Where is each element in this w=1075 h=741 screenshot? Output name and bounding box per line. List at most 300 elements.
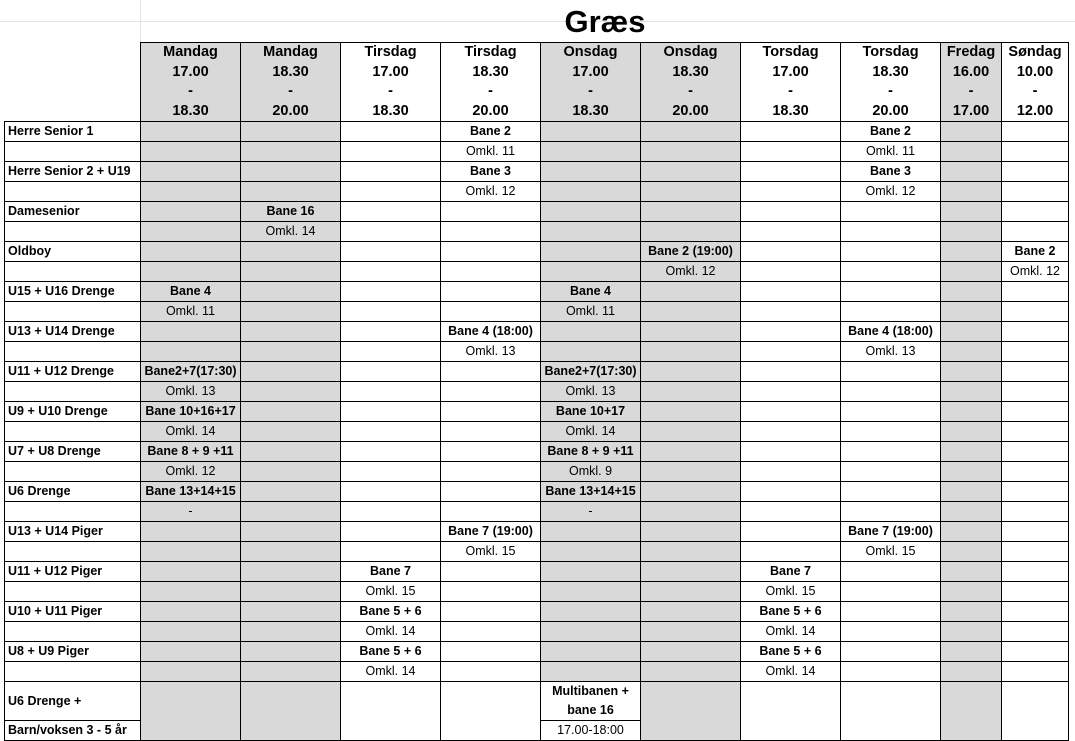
team-name[interactable]: Damesenior — [5, 202, 141, 222]
changing-room-cell[interactable] — [841, 502, 941, 522]
field-cell[interactable] — [341, 482, 441, 502]
field-cell[interactable] — [641, 522, 741, 542]
field-cell[interactable]: Bane 10+17 — [541, 402, 641, 422]
field-cell[interactable] — [141, 122, 241, 142]
changing-room-cell[interactable] — [241, 422, 341, 442]
changing-room-cell[interactable] — [1002, 342, 1069, 362]
team-name-blank[interactable] — [5, 182, 141, 202]
field-cell[interactable] — [841, 642, 941, 662]
field-cell[interactable] — [141, 162, 241, 182]
changing-room-cell[interactable] — [341, 342, 441, 362]
field-cell[interactable] — [841, 602, 941, 622]
changing-room-cell[interactable] — [341, 502, 441, 522]
field-cell[interactable] — [941, 682, 1002, 741]
field-cell[interactable] — [241, 282, 341, 302]
changing-room-cell[interactable] — [1002, 222, 1069, 242]
team-name[interactable]: U9 + U10 Drenge — [5, 402, 141, 422]
field-cell[interactable] — [341, 522, 441, 542]
changing-room-cell[interactable] — [1002, 422, 1069, 442]
changing-room-cell[interactable] — [941, 622, 1002, 642]
field-cell[interactable] — [441, 562, 541, 582]
changing-room-cell[interactable] — [941, 582, 1002, 602]
changing-room-cell[interactable] — [641, 382, 741, 402]
team-name[interactable]: Barn/voksen 3 - 5 år — [5, 721, 141, 741]
changing-room-cell[interactable] — [141, 662, 241, 682]
field-cell[interactable]: Bane 4 (18:00) — [441, 322, 541, 342]
changing-room-cell[interactable] — [541, 662, 641, 682]
changing-room-cell[interactable] — [741, 342, 841, 362]
field-cell[interactable] — [941, 642, 1002, 662]
changing-room-cell[interactable] — [941, 262, 1002, 282]
field-cell[interactable] — [341, 682, 441, 741]
changing-room-cell[interactable] — [241, 262, 341, 282]
field-cell[interactable] — [341, 282, 441, 302]
field-cell[interactable] — [441, 202, 541, 222]
changing-room-cell[interactable] — [341, 142, 441, 162]
field-cell[interactable]: Bane 13+14+15 — [141, 482, 241, 502]
field-cell[interactable] — [641, 162, 741, 182]
field-cell[interactable] — [441, 602, 541, 622]
changing-room-cell[interactable] — [241, 302, 341, 322]
changing-room-cell[interactable] — [941, 502, 1002, 522]
changing-room-cell[interactable] — [641, 622, 741, 642]
field-cell[interactable] — [641, 682, 741, 741]
changing-room-cell[interactable]: Omkl. 14 — [741, 622, 841, 642]
changing-room-cell[interactable] — [941, 142, 1002, 162]
field-cell[interactable]: Bane 5 + 6 — [741, 602, 841, 622]
team-name[interactable]: U15 + U16 Drenge — [5, 282, 141, 302]
changing-room-cell[interactable]: Omkl. 14 — [241, 222, 341, 242]
changing-room-cell[interactable] — [441, 222, 541, 242]
changing-room-cell[interactable] — [441, 262, 541, 282]
field-cell[interactable] — [841, 282, 941, 302]
field-cell[interactable] — [641, 202, 741, 222]
field-cell[interactable]: Bane 4 — [141, 282, 241, 302]
changing-room-cell[interactable]: Omkl. 14 — [341, 662, 441, 682]
field-cell[interactable]: Bane 5 + 6 — [341, 642, 441, 662]
field-cell[interactable]: Bane 3 — [841, 162, 941, 182]
field-cell[interactable]: Bane 3 — [441, 162, 541, 182]
changing-room-cell[interactable]: - — [141, 502, 241, 522]
field-cell[interactable]: Bane 10+16+17 — [141, 402, 241, 422]
field-cell[interactable] — [241, 562, 341, 582]
field-cell[interactable]: Bane 5 + 6 — [741, 642, 841, 662]
field-cell[interactable]: Bane2+7(17:30) — [141, 362, 241, 382]
changing-room-cell[interactable] — [441, 462, 541, 482]
field-cell[interactable] — [441, 482, 541, 502]
field-cell[interactable] — [241, 322, 341, 342]
changing-room-cell[interactable] — [241, 582, 341, 602]
team-name-blank[interactable] — [5, 662, 141, 682]
changing-room-cell[interactable] — [241, 182, 341, 202]
changing-room-cell[interactable] — [541, 622, 641, 642]
field-cell[interactable] — [641, 362, 741, 382]
team-name[interactable]: U8 + U9 Piger — [5, 642, 141, 662]
field-cell[interactable] — [841, 202, 941, 222]
changing-room-cell[interactable] — [441, 622, 541, 642]
field-cell[interactable] — [641, 282, 741, 302]
field-cell[interactable]: Bane 8 + 9 +11 — [141, 442, 241, 462]
changing-room-cell[interactable]: Omkl. 14 — [141, 422, 241, 442]
field-cell[interactable] — [841, 362, 941, 382]
team-name[interactable]: Oldboy — [5, 242, 141, 262]
field-cell[interactable] — [1002, 522, 1069, 542]
changing-room-cell[interactable] — [241, 622, 341, 642]
field-cell[interactable] — [441, 442, 541, 462]
changing-room-cell[interactable] — [141, 262, 241, 282]
changing-room-cell[interactable] — [541, 262, 641, 282]
changing-room-cell[interactable] — [641, 302, 741, 322]
field-cell[interactable] — [841, 682, 941, 741]
team-name[interactable]: U6 Drenge — [5, 482, 141, 502]
changing-room-cell[interactable] — [141, 182, 241, 202]
changing-room-cell[interactable] — [741, 422, 841, 442]
field-cell[interactable] — [141, 202, 241, 222]
field-cell[interactable] — [741, 522, 841, 542]
changing-room-cell[interactable] — [141, 342, 241, 362]
changing-room-cell[interactable] — [1002, 622, 1069, 642]
changing-room-cell[interactable] — [441, 422, 541, 442]
changing-room-cell[interactable] — [441, 382, 541, 402]
changing-room-cell[interactable] — [441, 302, 541, 322]
changing-room-cell[interactable] — [141, 582, 241, 602]
team-name-blank[interactable] — [5, 302, 141, 322]
changing-room-cell[interactable] — [1002, 302, 1069, 322]
changing-room-cell[interactable] — [441, 502, 541, 522]
changing-room-cell[interactable] — [841, 622, 941, 642]
field-cell[interactable] — [1002, 402, 1069, 422]
field-cell[interactable] — [1002, 682, 1069, 741]
field-cell[interactable] — [441, 242, 541, 262]
changing-room-cell[interactable] — [1002, 582, 1069, 602]
field-cell[interactable] — [941, 442, 1002, 462]
field-cell[interactable] — [341, 442, 441, 462]
changing-room-cell[interactable] — [741, 302, 841, 322]
field-cell[interactable] — [541, 602, 641, 622]
field-cell[interactable] — [241, 602, 341, 622]
field-cell[interactable]: Bane 7 (19:00) — [441, 522, 541, 542]
changing-room-cell[interactable]: Omkl. 12 — [441, 182, 541, 202]
changing-room-cell[interactable] — [1002, 462, 1069, 482]
changing-room-cell[interactable] — [141, 222, 241, 242]
changing-room-cell[interactable] — [341, 222, 441, 242]
field-cell[interactable] — [241, 362, 341, 382]
changing-room-cell[interactable]: Omkl. 11 — [541, 302, 641, 322]
changing-room-cell[interactable] — [141, 542, 241, 562]
field-cell[interactable] — [1002, 482, 1069, 502]
field-cell[interactable] — [941, 282, 1002, 302]
field-cell[interactable] — [941, 202, 1002, 222]
changing-room-cell[interactable] — [941, 222, 1002, 242]
field-cell[interactable] — [741, 122, 841, 142]
field-cell[interactable] — [541, 642, 641, 662]
changing-room-cell[interactable] — [841, 662, 941, 682]
field-cell[interactable] — [741, 362, 841, 382]
changing-room-cell[interactable] — [641, 182, 741, 202]
field-cell[interactable] — [1002, 442, 1069, 462]
field-cell[interactable] — [1002, 602, 1069, 622]
team-name-blank[interactable] — [5, 462, 141, 482]
field-cell[interactable]: Bane 7 (19:00) — [841, 522, 941, 542]
team-name[interactable]: U13 + U14 Drenge — [5, 322, 141, 342]
field-cell[interactable] — [441, 362, 541, 382]
field-cell[interactable] — [741, 322, 841, 342]
changing-room-cell[interactable] — [841, 262, 941, 282]
multi-field-cell[interactable] — [541, 682, 641, 721]
changing-room-cell[interactable] — [1002, 662, 1069, 682]
changing-room-cell[interactable] — [641, 342, 741, 362]
field-cell[interactable] — [941, 482, 1002, 502]
changing-room-cell[interactable] — [341, 422, 441, 442]
changing-room-cell[interactable] — [541, 142, 641, 162]
field-cell[interactable] — [941, 522, 1002, 542]
changing-room-cell[interactable]: Omkl. 14 — [341, 622, 441, 642]
changing-room-cell[interactable] — [1002, 182, 1069, 202]
field-cell[interactable] — [141, 602, 241, 622]
field-cell[interactable] — [541, 322, 641, 342]
field-cell[interactable] — [1002, 562, 1069, 582]
changing-room-cell[interactable]: Omkl. 14 — [741, 662, 841, 682]
changing-room-cell[interactable] — [941, 302, 1002, 322]
field-cell[interactable] — [641, 442, 741, 462]
changing-room-cell[interactable] — [541, 182, 641, 202]
field-cell[interactable] — [641, 562, 741, 582]
changing-room-cell[interactable] — [741, 462, 841, 482]
field-cell[interactable] — [941, 322, 1002, 342]
changing-room-cell[interactable] — [941, 462, 1002, 482]
changing-room-cell[interactable] — [341, 182, 441, 202]
changing-room-cell[interactable]: Omkl. 13 — [841, 342, 941, 362]
changing-room-cell[interactable] — [941, 182, 1002, 202]
changing-room-cell[interactable] — [541, 342, 641, 362]
field-cell[interactable] — [341, 162, 441, 182]
field-cell[interactable] — [841, 482, 941, 502]
field-cell[interactable] — [841, 442, 941, 462]
changing-room-cell[interactable]: Omkl. 14 — [541, 422, 641, 442]
changing-room-cell[interactable]: Omkl. 12 — [141, 462, 241, 482]
field-cell[interactable] — [741, 282, 841, 302]
changing-room-cell[interactable]: Omkl. 12 — [841, 182, 941, 202]
field-cell[interactable] — [541, 242, 641, 262]
changing-room-cell[interactable] — [641, 582, 741, 602]
team-name[interactable]: U11 + U12 Drenge — [5, 362, 141, 382]
field-cell[interactable] — [541, 202, 641, 222]
field-cell[interactable]: Bane 2 — [1002, 242, 1069, 262]
changing-room-cell[interactable] — [541, 582, 641, 602]
field-cell[interactable] — [341, 202, 441, 222]
field-cell[interactable]: Bane 5 + 6 — [341, 602, 441, 622]
changing-room-cell[interactable] — [941, 542, 1002, 562]
field-cell[interactable] — [741, 202, 841, 222]
changing-room-cell[interactable]: Omkl. 15 — [341, 582, 441, 602]
field-cell[interactable] — [341, 402, 441, 422]
field-cell[interactable] — [1002, 322, 1069, 342]
changing-room-cell[interactable] — [641, 462, 741, 482]
changing-room-cell[interactable] — [241, 542, 341, 562]
changing-room-cell[interactable] — [241, 342, 341, 362]
field-cell[interactable]: Bane 13+14+15 — [541, 482, 641, 502]
field-cell[interactable]: Bane 16 — [241, 202, 341, 222]
changing-room-cell[interactable] — [441, 662, 541, 682]
field-cell[interactable] — [541, 122, 641, 142]
field-cell[interactable] — [341, 242, 441, 262]
field-cell[interactable] — [641, 322, 741, 342]
field-cell[interactable] — [141, 322, 241, 342]
field-cell[interactable] — [1002, 122, 1069, 142]
field-cell[interactable] — [141, 642, 241, 662]
field-cell[interactable] — [341, 322, 441, 342]
field-cell[interactable] — [541, 562, 641, 582]
field-cell[interactable] — [641, 402, 741, 422]
field-cell[interactable] — [741, 162, 841, 182]
field-cell[interactable] — [741, 482, 841, 502]
changing-room-cell[interactable] — [1002, 542, 1069, 562]
changing-room-cell[interactable] — [841, 582, 941, 602]
changing-room-cell[interactable] — [841, 462, 941, 482]
field-cell[interactable] — [941, 402, 1002, 422]
changing-room-cell[interactable] — [241, 382, 341, 402]
field-cell[interactable] — [641, 482, 741, 502]
field-cell[interactable] — [441, 282, 541, 302]
field-cell[interactable] — [441, 402, 541, 422]
team-name[interactable]: Herre Senior 2 + U19 — [5, 162, 141, 182]
field-cell[interactable] — [1002, 202, 1069, 222]
field-cell[interactable] — [241, 402, 341, 422]
changing-room-cell[interactable] — [341, 262, 441, 282]
changing-room-cell[interactable] — [741, 222, 841, 242]
field-cell[interactable] — [941, 242, 1002, 262]
changing-room-cell[interactable] — [341, 302, 441, 322]
field-cell[interactable] — [641, 122, 741, 142]
team-name-blank[interactable] — [5, 382, 141, 402]
changing-room-cell[interactable]: Omkl. 13 — [141, 382, 241, 402]
field-cell[interactable] — [241, 122, 341, 142]
changing-room-cell[interactable] — [741, 142, 841, 162]
changing-room-cell[interactable] — [741, 262, 841, 282]
field-cell[interactable] — [141, 242, 241, 262]
changing-room-cell[interactable]: Omkl. 15 — [441, 542, 541, 562]
changing-room-cell[interactable] — [541, 222, 641, 242]
changing-room-cell[interactable]: Omkl. 12 — [641, 262, 741, 282]
team-name-blank[interactable] — [5, 422, 141, 442]
field-cell[interactable]: Bane 2 — [441, 122, 541, 142]
changing-room-cell[interactable] — [641, 542, 741, 562]
field-cell[interactable]: Bane 7 — [341, 562, 441, 582]
field-cell[interactable] — [1002, 282, 1069, 302]
changing-room-cell[interactable] — [641, 502, 741, 522]
team-name[interactable]: U10 + U11 Piger — [5, 602, 141, 622]
field-cell[interactable]: Bane 7 — [741, 562, 841, 582]
team-name[interactable]: Herre Senior 1 — [5, 122, 141, 142]
changing-room-cell[interactable] — [241, 662, 341, 682]
changing-room-cell[interactable]: Omkl. 9 — [541, 462, 641, 482]
field-cell[interactable] — [241, 682, 341, 741]
field-cell[interactable] — [441, 642, 541, 662]
changing-room-cell[interactable]: - — [541, 502, 641, 522]
field-cell[interactable] — [741, 442, 841, 462]
changing-room-cell[interactable] — [741, 542, 841, 562]
changing-room-cell[interactable]: Omkl. 11 — [141, 302, 241, 322]
team-name-blank[interactable] — [5, 222, 141, 242]
changing-room-cell[interactable] — [741, 502, 841, 522]
changing-room-cell[interactable] — [1002, 502, 1069, 522]
changing-room-cell[interactable]: Omkl. 11 — [841, 142, 941, 162]
changing-room-cell[interactable] — [1002, 142, 1069, 162]
time-cell[interactable]: 17.00-18:00 — [541, 721, 641, 741]
field-cell[interactable] — [541, 162, 641, 182]
field-cell[interactable] — [141, 562, 241, 582]
changing-room-cell[interactable] — [541, 542, 641, 562]
field-cell[interactable] — [341, 122, 441, 142]
team-name-blank[interactable] — [5, 582, 141, 602]
field-cell[interactable] — [541, 522, 641, 542]
field-cell[interactable] — [641, 602, 741, 622]
field-cell[interactable] — [741, 402, 841, 422]
field-cell[interactable] — [241, 482, 341, 502]
team-name[interactable]: U11 + U12 Piger — [5, 562, 141, 582]
changing-room-cell[interactable] — [841, 382, 941, 402]
changing-room-cell[interactable] — [241, 462, 341, 482]
field-cell[interactable]: Bane 4 — [541, 282, 641, 302]
changing-room-cell[interactable] — [841, 222, 941, 242]
field-cell[interactable] — [941, 362, 1002, 382]
team-name-blank[interactable] — [5, 262, 141, 282]
field-cell[interactable] — [941, 162, 1002, 182]
field-cell[interactable] — [641, 642, 741, 662]
changing-room-cell[interactable] — [141, 622, 241, 642]
field-cell[interactable] — [341, 362, 441, 382]
field-cell[interactable] — [741, 242, 841, 262]
field-cell[interactable]: Bane2+7(17:30) — [541, 362, 641, 382]
team-name-blank[interactable] — [5, 342, 141, 362]
field-cell[interactable] — [841, 402, 941, 422]
field-cell[interactable] — [841, 242, 941, 262]
team-name-blank[interactable] — [5, 502, 141, 522]
changing-room-cell[interactable] — [641, 422, 741, 442]
field-cell[interactable] — [1002, 642, 1069, 662]
changing-room-cell[interactable]: Omkl. 15 — [841, 542, 941, 562]
field-cell[interactable] — [841, 562, 941, 582]
changing-room-cell[interactable] — [341, 462, 441, 482]
changing-room-cell[interactable] — [941, 382, 1002, 402]
changing-room-cell[interactable] — [341, 382, 441, 402]
changing-room-cell[interactable]: Omkl. 13 — [541, 382, 641, 402]
field-cell[interactable] — [241, 242, 341, 262]
team-name-blank[interactable] — [5, 542, 141, 562]
changing-room-cell[interactable] — [241, 142, 341, 162]
changing-room-cell[interactable] — [841, 302, 941, 322]
changing-room-cell[interactable] — [741, 182, 841, 202]
team-name[interactable]: U6 Drenge + — [5, 682, 141, 721]
changing-room-cell[interactable] — [941, 662, 1002, 682]
field-cell[interactable] — [1002, 362, 1069, 382]
field-cell[interactable] — [941, 122, 1002, 142]
changing-room-cell[interactable] — [941, 422, 1002, 442]
changing-room-cell[interactable] — [841, 422, 941, 442]
field-cell[interactable] — [441, 682, 541, 741]
field-cell[interactable] — [1002, 162, 1069, 182]
field-cell[interactable] — [241, 162, 341, 182]
changing-room-cell[interactable] — [641, 142, 741, 162]
changing-room-cell[interactable] — [641, 222, 741, 242]
team-name-blank[interactable] — [5, 142, 141, 162]
field-cell[interactable] — [941, 562, 1002, 582]
changing-room-cell[interactable] — [641, 662, 741, 682]
changing-room-cell[interactable] — [741, 382, 841, 402]
field-cell[interactable]: Bane 4 (18:00) — [841, 322, 941, 342]
changing-room-cell[interactable] — [1002, 382, 1069, 402]
changing-room-cell[interactable] — [341, 542, 441, 562]
